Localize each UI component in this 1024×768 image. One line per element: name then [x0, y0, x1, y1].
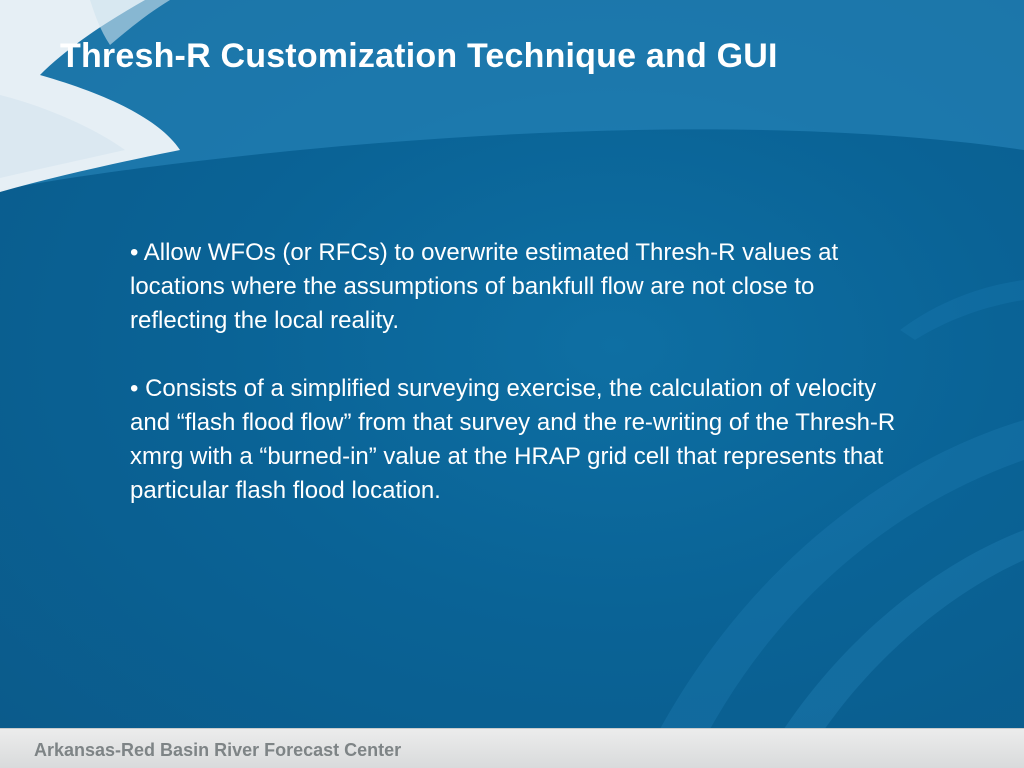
footer-organization-name: Arkansas-Red Basin River Forecast Center [34, 740, 402, 760]
bullet-item-2: • Consists of a simplified surveying exercise, the calculation of velocity and “flash flood flow” from that survey and the re-writing of the Thresh-R xmrg with a “burned-in” value at the HRAP grid cell that represents that particular flash flood location. [130, 375, 896, 504]
slide-body [130, 236, 910, 542]
slide-title: Thresh-R Customization Technique and GUI [60, 37, 778, 75]
footer-bar [0, 728, 1024, 768]
bullet-item-1: • Allow WFOs (or RFCs) to overwrite estimated Thresh-R values at locations where the assumptions of bankfull flow are not close to reflecting the local reality. [130, 239, 839, 334]
